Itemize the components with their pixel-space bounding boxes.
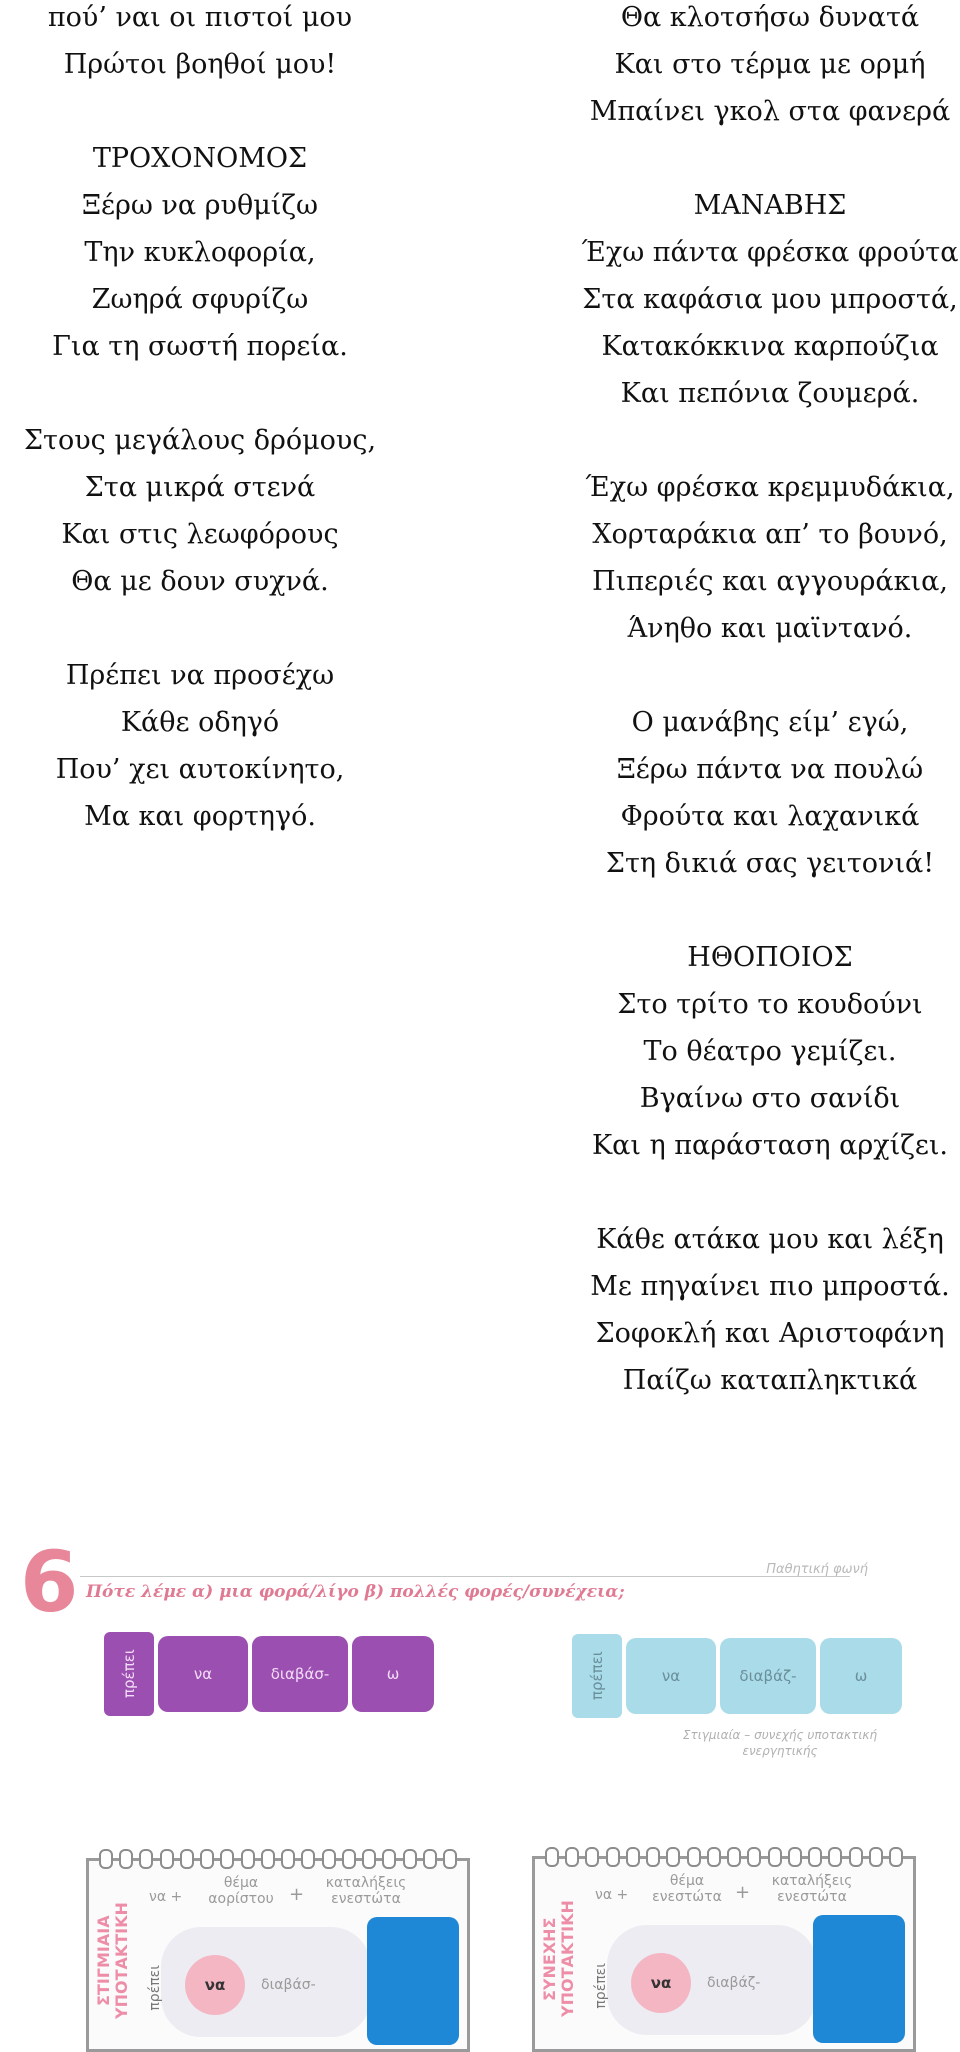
poem-line: Έχω φρέσκα κρεμμυδάκια, (585, 472, 955, 503)
poem-line: Ο μανάβης είμ’ εγώ, (631, 707, 909, 738)
poem-line: Παίζω καταπληκτικά (622, 1365, 918, 1396)
puzzle-left-piece-1: πρέπει (104, 1632, 154, 1716)
stanza-gap (580, 652, 960, 699)
stanza-gap (580, 887, 960, 934)
exercise-figure (0, 1533, 960, 2050)
notebook-left-formula-a: να + (149, 1889, 183, 1905)
poem-line: Και η παράσταση αρχίζει. (591, 1130, 949, 1161)
stanza-gap (580, 417, 960, 464)
stanza-gap (580, 135, 960, 182)
notebook-right (532, 1856, 916, 2052)
poem-line: Θα κλοτσήσω δυνατά (620, 2, 920, 33)
poem-line: ΤΡΟΧΟΝΟΜΟΣ (92, 143, 308, 174)
poem-line: Βγαίνω στο σανίδι (639, 1083, 901, 1114)
poem-line: ΗΘΟΠΟΙΟΣ (687, 942, 853, 973)
poem-line: Στα καφάσια μου μπροστά, (582, 284, 958, 315)
poem-line: ΜΑΝΑΒΗΣ (693, 190, 847, 221)
poem-line: Κατακόκκινα καρπούζια (601, 331, 939, 362)
poem-line: Μπαίνει γκολ στα φανερά (589, 96, 951, 127)
poem-line: Θα με δουν συχνά. (71, 566, 329, 597)
notebook-left-formula-c: καταλήξεις ενεστώτα (325, 1875, 407, 1907)
poem-line: Ξέρω πάντα να πουλώ (616, 754, 924, 785)
poem-line: Και πεπόνια ζουμερά. (620, 378, 920, 409)
notebook-right-formula-b: θέμα ενεστώτα (652, 1873, 722, 1905)
notebook-left (86, 1858, 470, 2052)
puzzle-right-piece-2: να (626, 1638, 716, 1714)
stanza-gap (10, 605, 390, 652)
puzzle-left-piece-4: ω (352, 1636, 434, 1712)
notebook-left-plus: + (289, 1884, 305, 1905)
notebook-left-title: ΣΤΙΓΜΙΑΙΑ ΥΠΟΤΑΚΤΙΚΗ (94, 1902, 131, 2020)
poem-line: Και στις λεωφόρους (61, 519, 339, 550)
poem-left-column (10, 0, 390, 840)
poem-line: πού’ ναι οι πιστοί μου (47, 2, 353, 33)
poem-line: Πρώτοι βοηθοί μου! (63, 49, 337, 80)
poem-line: Την κυκλοφορία, (84, 237, 316, 268)
puzzle-right-piece-3: διαβάζ- (720, 1638, 816, 1714)
poem-line: Ξέρω να ρυθμίζω (81, 190, 318, 221)
puzzle-left (104, 1632, 434, 1716)
puzzle-left-piece-2: να (158, 1636, 248, 1712)
poem-line: Και στο τέρμα με ορμή (614, 49, 926, 80)
stanza-gap (10, 370, 390, 417)
notebook-right-prepei: πρέπει (593, 1963, 609, 2009)
notebook-left-endings-box (367, 1917, 459, 2045)
poem-line: Ζωηρά σφυρίζω (91, 284, 309, 315)
stanza-gap (10, 88, 390, 135)
poem-line: Έχω πάντα φρέσκα φρούτα (581, 237, 959, 268)
notebook-right-endings-box (813, 1915, 905, 2043)
puzzle-right-piece-4: ω (820, 1638, 902, 1714)
notebook-left-prepei: πρέπει (147, 1965, 163, 2011)
poem-line: Πρέπει να προσέχω (65, 660, 335, 691)
poem-line: Το θέατρο γεμίζει. (643, 1036, 897, 1067)
poem-line: Κάθε οδηγό (120, 707, 280, 738)
poem-line: Στους μεγάλους δρόμους, (23, 425, 377, 456)
notebook-right-plus: + (735, 1882, 751, 1903)
notebook-right-rings (545, 1847, 903, 1867)
exercise-note: Στιγμιαία – συνεχής υποτακτική ενεργητικής (682, 1728, 878, 1758)
poem-line: Φρούτα και λαχανικά (620, 801, 920, 832)
poem-line: Στο τρίτο το κουδούνι (617, 989, 923, 1020)
notebook-left-formula-b: θέμα αορίστου (208, 1875, 274, 1907)
puzzle-right (572, 1634, 902, 1718)
notebook-right-formula-c: καταλήξεις ενεστώτα (771, 1873, 853, 1905)
notebook-left-stem: διαβάσ- (261, 1977, 316, 1993)
notebook-left-na-circle: να (185, 1955, 245, 2015)
exercise-number: 6 (20, 1533, 79, 1631)
notebook-left-rings (99, 1849, 457, 1869)
puzzle-right-piece-1: πρέπει (572, 1634, 622, 1718)
poem-line: Πιπεριές και αγγουράκια, (592, 566, 948, 597)
notebook-right-stem: διαβάζ- (707, 1975, 761, 1991)
poem-line: Στα μικρά στενά (84, 472, 316, 503)
notebook-right-formula-a: να + (595, 1887, 629, 1903)
poem-line: Σοφοκλή και Αριστοφάνη (595, 1318, 945, 1349)
exercise-question: Πότε λέμε α) μια φορά/λίγο β) πολλές φορές/συνέχεια; (86, 1582, 625, 1602)
header-rule (80, 1576, 850, 1577)
poem-line: Για τη σωστή πορεία. (52, 331, 348, 362)
poem-line: Στη δικιά σας γειτονιά! (605, 848, 935, 879)
poem-line: Χορταράκια απ’ το βουνό, (592, 519, 948, 550)
poem-line: Με πηγαίνει πιο μπροστά. (590, 1271, 950, 1302)
stanza-gap (580, 1169, 960, 1216)
puzzle-left-piece-3: διαβάσ- (252, 1636, 348, 1712)
poem-right-column (580, 0, 960, 1404)
poem-line: Κάθε ατάκα μου και λέξη (596, 1224, 944, 1255)
poem-line: Άνηθο και μαϊντανό. (627, 613, 913, 644)
notebook-right-na-circle: να (631, 1953, 691, 2013)
poem-line: Που’ χει αυτοκίνητο, (55, 754, 345, 785)
poem-line: Μα και φορτηγό. (84, 801, 316, 832)
top-right-label: Παθητική φωνή (766, 1562, 868, 1577)
notebook-right-title: ΣΥΝΕΧΗΣ ΥΠΟΤΑΚΤΙΚΗ (540, 1900, 577, 2018)
